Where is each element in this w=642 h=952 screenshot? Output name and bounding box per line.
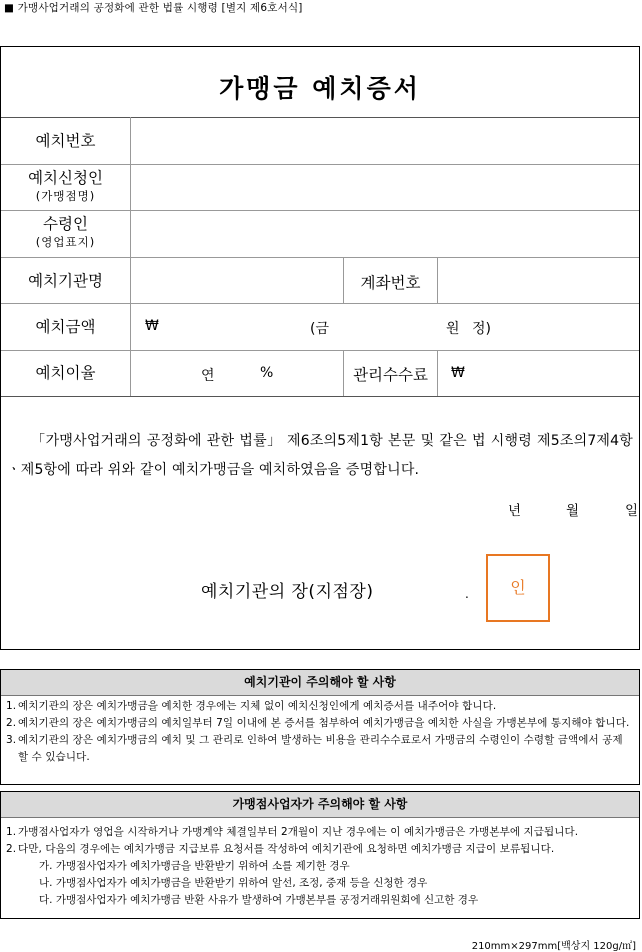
label-applicant-main: 예치신청인 — [28, 169, 103, 187]
interest-percent: % — [260, 365, 274, 381]
divider — [1, 350, 639, 351]
list-item — [1, 732, 639, 766]
item-text: 예치기관의 장은 예치가맹금을 예치한 경우에는 지체 없이 예치신청인에게 예치증서를 내주어야 합니다. — [18, 700, 497, 712]
list-item — [1, 715, 639, 732]
certification-statement: 「가맹사업거래의 공정화에 관한 법률」 제6조의5제1항 본문 및 같은 법 시행령 제5조의7제4항ㆍ제5항에 따라 위와 같이 예치가맹금을 예치하였음을 증명합니다. — [7, 433, 633, 478]
certificate-title: 가맹금 예치증서 — [219, 74, 421, 103]
divider — [437, 257, 438, 303]
sub-item: 다. 가맹점사업자가 예치가맹금 반환 사유가 발생하여 가맹본부를 공정거래위원회에 신고한 경우 — [39, 894, 479, 906]
deposit-certificate — [0, 46, 640, 650]
label-recipient — [1, 214, 130, 250]
label-applicant — [1, 168, 130, 204]
item-number: 2. — [6, 843, 17, 855]
seal-box: 인 — [486, 554, 550, 622]
divider — [1, 210, 639, 211]
form-header: ■ 가맹사업거래의 공정화에 관한 법률 시행령 [별지 제6호서식] — [4, 2, 303, 14]
label-applicant-sub: (가맹점명) — [35, 189, 96, 203]
interest-year: 연 — [201, 368, 215, 384]
date-month: 월 — [566, 503, 580, 519]
label-fee: 관리수수료 — [353, 366, 428, 384]
divider — [437, 350, 438, 396]
sub-item: 가. 가맹점사업자가 예치가맹금을 반환받기 위하여 소를 제기한 경우 — [39, 860, 350, 872]
list-item — [1, 841, 639, 858]
label-recipient-sub: (영업표지) — [35, 235, 96, 249]
amount-words-open: (금 — [310, 321, 329, 337]
list-item — [1, 698, 639, 715]
amount-words-close: 원 정) — [446, 321, 491, 337]
date-year: 년 — [508, 503, 522, 519]
divider — [1, 257, 639, 258]
franchisee-notice-heading: 가맹점사업자가 주의해야 할 사항 — [1, 792, 639, 818]
divider — [1, 303, 639, 304]
date-day: 일 — [625, 503, 639, 519]
label-deposit-no: 예치번호 — [35, 132, 96, 150]
label-interest: 예치이율 — [35, 364, 96, 382]
franchisee-notice — [0, 791, 640, 919]
item-text: 가맹점사업자가 영업을 시작하거나 가맹계약 체결일부터 2개월이 지난 경우에는 이 예치가맹금은 가맹본부에 지급됩니다. — [18, 826, 579, 838]
label-recipient-main: 수령인 — [43, 215, 88, 233]
signer-dot: . — [465, 587, 469, 601]
item-text: 예치기관의 장은 예치가맹금의 예치일부터 7일 이내에 본 증서를 첨부하여 예치가맹금을 예치한 사실을 가맹본부에 통지해야 합니다. — [18, 717, 630, 729]
divider — [1, 117, 639, 118]
divider — [130, 117, 131, 396]
paper-spec: 210mm×297mm[백상지 120g/㎡] — [471, 941, 636, 952]
item-number: 3. — [6, 734, 17, 746]
fee-currency: ₩ — [451, 365, 465, 381]
item-text: 다만, 다음의 경우에는 예치가맹금 지급보류 요청서를 작성하여 예치기관에 요청하면 예치가맹금 지급이 보류됩니다. — [18, 843, 555, 855]
item-number: 1. — [6, 826, 17, 838]
institution-notice-heading: 예치기관이 주의해야 할 사항 — [1, 670, 639, 696]
label-institution: 예치기관명 — [28, 272, 103, 290]
list-item — [1, 824, 639, 841]
signer-title: 예치기관의 장(지점장) — [201, 582, 374, 602]
divider — [1, 164, 639, 165]
item-number: 2. — [6, 717, 17, 729]
amount-currency: ₩ — [145, 318, 159, 334]
item-text: 예치기관의 장은 예치가맹금의 예치 및 그 관리로 인하여 발생하는 비용을 관리수수료로서 가맹금의 수령인이 수령할 금액에서 공제할 수 있습니다. — [18, 734, 623, 763]
divider — [1, 396, 639, 397]
label-amount: 예치금액 — [35, 318, 96, 336]
label-account-no: 계좌번호 — [360, 274, 421, 292]
institution-notice — [0, 669, 640, 785]
item-number: 1. — [6, 700, 17, 712]
sub-item: 나. 가맹점사업자가 예치가맹금을 반환받기 위하여 알선, 조정, 중재 등을 신청한 경우 — [39, 877, 428, 889]
